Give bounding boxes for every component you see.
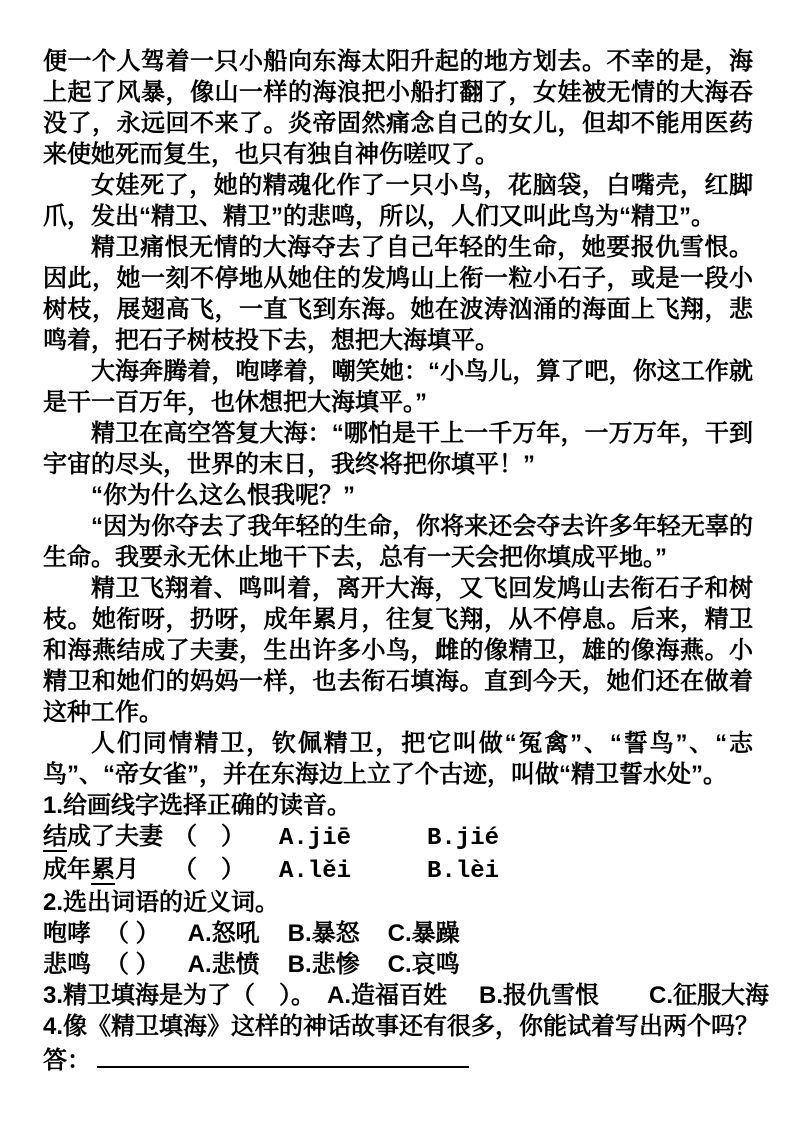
q2-item-1-answer-bracket: （ ） xyxy=(105,920,160,947)
q3-option-b: B.报仇雪恨 xyxy=(479,982,600,1009)
q2-item-1-option-c: C.暴躁 xyxy=(387,920,460,947)
q1-item-2-word xyxy=(43,854,173,885)
question-2-item-1 xyxy=(43,918,753,949)
story-paragraph-5: 精卫在高空答复大海：“哪怕是干上一千万年，一万万年，干到宇宙的尽头，世界的末日，我终将把你填平！” xyxy=(43,420,753,478)
question-1-item-2 xyxy=(43,854,753,887)
question-4-answer-line xyxy=(43,1042,753,1076)
story-paragraph-3: 精卫痛恨无情的大海夺去了自己年轻的生命，她要报仇雪恨。因此，她一刻不停地从她住的发鸠山上衔一粒小石子，或是一段小树枝，展翅高飞，一直飞到东海。她在波涛汹涌的海面上飞翔，悲鸣着，把石子树枝投下去，想把大海填平。 xyxy=(43,234,753,354)
q1-item-1-word-post: 成了夫妻 xyxy=(67,823,163,850)
q2-item-2-word: 悲鸣 xyxy=(43,951,91,978)
answer-label: 答： xyxy=(43,1047,91,1074)
question-3 xyxy=(43,980,770,1011)
q2-item-2-option-a: A.悲愤 xyxy=(187,951,260,978)
question-1-item-1 xyxy=(43,821,753,854)
q2-item-1-word: 咆哮 xyxy=(43,920,91,947)
q1-item-1-word xyxy=(43,821,173,852)
answer-blank xyxy=(97,1042,469,1068)
q1-item-1-option-a: A.jiē xyxy=(279,825,352,852)
story-paragraph-7: “因为你夺去了我年轻的生命，你将来还会夺去许多年轻无辜的生命。我要永无休止地干下去，总有一天会把你填成平地。” xyxy=(43,513,753,571)
story-paragraph-1: 便一个人驾着一只小船向东海太阳升起的地方划去。不幸的是，海上起了风暴，像山一样的海浪把小船打翻了，女娃被无情的大海吞没了，永远回不来了。炎帝固然痛念自己的女儿，但却不能用医药来使她死而复生，也只有独自神伤嗟叹了。 xyxy=(43,48,753,168)
q3-stem: 3.精卫填海是为了（ ）。 xyxy=(43,982,316,1009)
q2-item-2-option-c: C.哀鸣 xyxy=(387,951,460,978)
q3-option-c: C.征服大海 xyxy=(649,982,770,1009)
q1-item-2-word-post: 月 xyxy=(115,856,139,883)
story-paragraph-2: 女娃死了，她的精魂化作了一只小鸟，花脑袋，白嘴壳，红脚爪，发出“精卫、精卫”的悲鸣，所以，人们又叫此鸟为“精卫”。 xyxy=(43,172,753,230)
q1-item-2-answer-bracket: （ ） xyxy=(173,856,245,883)
q1-item-2-word-pre: 成年 xyxy=(43,856,91,883)
q2-item-1-option-b: B.暴怒 xyxy=(287,920,360,947)
q1-item-1-underlined-char: 结 xyxy=(43,823,67,850)
q2-item-2-answer-bracket: （ ） xyxy=(105,951,160,978)
question-4-stem: 4.像《精卫填海》这样的神话故事还有很多，你能试着写出两个吗？ xyxy=(43,1013,760,1040)
story-section xyxy=(43,46,753,790)
story-paragraph-9: 人们同情精卫，钦佩精卫，把它叫做“冤禽”、“誓鸟”、“志鸟”、“帝女雀”，并在东海边上立了个古迹，叫做“精卫誓水处”。 xyxy=(43,730,753,788)
q2-item-2-option-b: B.悲惨 xyxy=(287,951,360,978)
question-2-item-2 xyxy=(43,949,753,980)
question-1-title: 1.给画线字选择正确的读音。 xyxy=(43,792,352,819)
q1-item-2-underlined-char: 累 xyxy=(91,856,115,883)
story-paragraph-4: 大海奔腾着，咆哮着，嘲笑她：“小鸟儿，算了吧，你这工作就是干一百万年，也休想把大海填平。” xyxy=(43,358,753,416)
q1-item-1-answer-bracket: （ ） xyxy=(173,823,245,850)
questions-section xyxy=(43,790,770,1076)
q3-option-a: A.造福百姓 xyxy=(327,982,448,1009)
story-paragraph-6: “你为什么这么恨我呢？” xyxy=(91,482,355,509)
question-2-title: 2.选出词语的近义词。 xyxy=(43,889,280,916)
q1-item-2-option-b: B.lèi xyxy=(427,858,500,885)
q2-item-1-option-a: A.怒吼 xyxy=(187,920,260,947)
q1-item-1-option-b: B.jié xyxy=(427,825,500,852)
story-paragraph-8: 精卫飞翔着、鸣叫着，离开大海，又飞回发鸠山去衔石子和树枝。她衔呀，扔呀，成年累月，往复飞翔，从不停息。后来，精卫和海燕结成了夫妻，生出许多小鸟，雌的像精卫，雄的像海燕。小精卫和她们的妈妈一样，也去衔石填海。直到今天，她们还在做着这种工作。 xyxy=(43,575,753,726)
q1-item-2-option-a: A.lěi xyxy=(279,858,352,885)
